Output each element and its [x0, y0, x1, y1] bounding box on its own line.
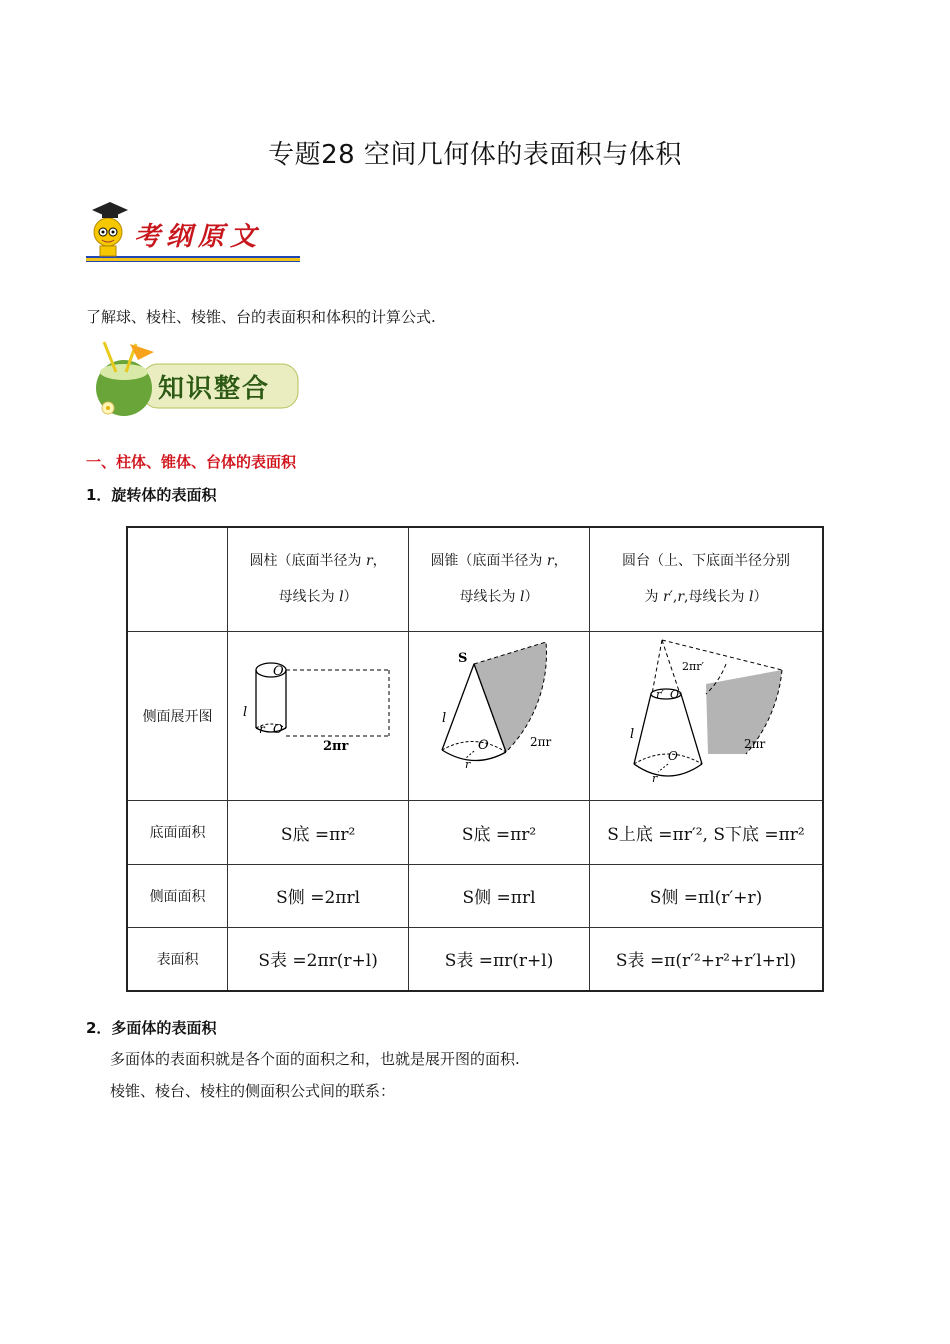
subheading-polyhedron: 2．多面体的表面积 — [86, 1019, 217, 1037]
intro-text: 了解球、棱柱、棱锥、台的表面积和体积的计算公式. — [86, 308, 436, 326]
table-corner-cell — [127, 527, 228, 631]
subheading-rotation: 1．旋转体的表面积 — [86, 486, 217, 504]
frus-r-label: r — [652, 771, 658, 785]
row-label-base: 底面面积 — [127, 800, 228, 864]
frus-lateral-formula: S侧 =πl(r′+r) — [590, 864, 824, 927]
frus-o1-label: O — [670, 687, 680, 701]
cyl-o2-label: O — [273, 721, 283, 736]
cyl-lateral-formula: S侧 =2πrl — [228, 864, 409, 927]
cone-r-label: r — [465, 757, 471, 771]
cone-base-formula: S底 =πr² — [409, 800, 590, 864]
zhishi-badge-text: 知识整合 — [158, 374, 271, 404]
cyl-base-formula: S底 =πr² — [228, 800, 409, 864]
frus-2pirp-label: 2πr′ — [682, 659, 704, 673]
page-title: 专题28 空间几何体的表面积与体积 — [268, 140, 682, 170]
frustum-net-svg — [590, 632, 822, 796]
frus-2pir-label: 2πr — [744, 736, 766, 751]
cyl-r-label: r — [259, 721, 265, 736]
row-label-lateral: 侧面面积 — [127, 864, 228, 927]
cyl-2pir-label: 2πr — [323, 738, 349, 754]
cone-s-label: S — [458, 650, 468, 666]
section-heading-1: 一、柱体、锥体、台体的表面积 — [86, 453, 297, 471]
relation-paragraph: 棱锥、棱台、棱柱的侧面积公式间的联系： — [110, 1082, 396, 1100]
frus-surface-formula: S表 =π(r′²+r²+r′l+rl) — [590, 927, 824, 991]
cylinder-unfold-diagram — [228, 631, 409, 800]
surface-area-table — [126, 526, 824, 992]
zhishi-badge — [86, 338, 302, 420]
polyhedron-paragraph: 多面体的表面积就是各个面的面积之和，也就是展开图的面积. — [110, 1050, 520, 1068]
frus-base-formula: S上底 =πr′², S下底 =πr² — [590, 800, 824, 864]
cyl-o-label: O — [273, 663, 284, 679]
header-cone: 圆锥（底面半径为 r， 母线长为 l） — [409, 527, 590, 631]
kaogang-badge — [86, 196, 300, 266]
cone-2pir-label: 2πr — [530, 734, 552, 749]
cylinder-net-svg — [229, 632, 407, 796]
cone-lateral-formula: S侧 =πrl — [409, 864, 590, 927]
frustum-unfold-diagram — [590, 631, 824, 800]
cone-unfold-diagram — [409, 631, 590, 800]
cone-l-label: l — [442, 710, 447, 726]
header-frustum: 圆台（上、下底面半径分别 为 r′,r,母线长为 l） — [590, 527, 824, 631]
row-label-surface: 表面积 — [127, 927, 228, 991]
kaogang-badge-text: 考纲原文 — [134, 222, 263, 252]
header-cylinder: 圆柱（底面半径为 r， 母线长为 l） — [228, 527, 409, 631]
cyl-l-label: l — [243, 704, 248, 720]
cone-o-label: O — [478, 737, 489, 753]
cone-surface-formula: S表 =πr(r+l) — [409, 927, 590, 991]
frus-l-label: l — [630, 726, 635, 742]
cyl-surface-formula: S表 =2πr(r+l) — [228, 927, 409, 991]
row-label-unfold: 侧面展开图 — [127, 631, 228, 800]
cone-net-svg — [410, 632, 588, 796]
frus-rp-label: r′ — [656, 687, 664, 701]
frus-o-label: O — [668, 748, 678, 763]
